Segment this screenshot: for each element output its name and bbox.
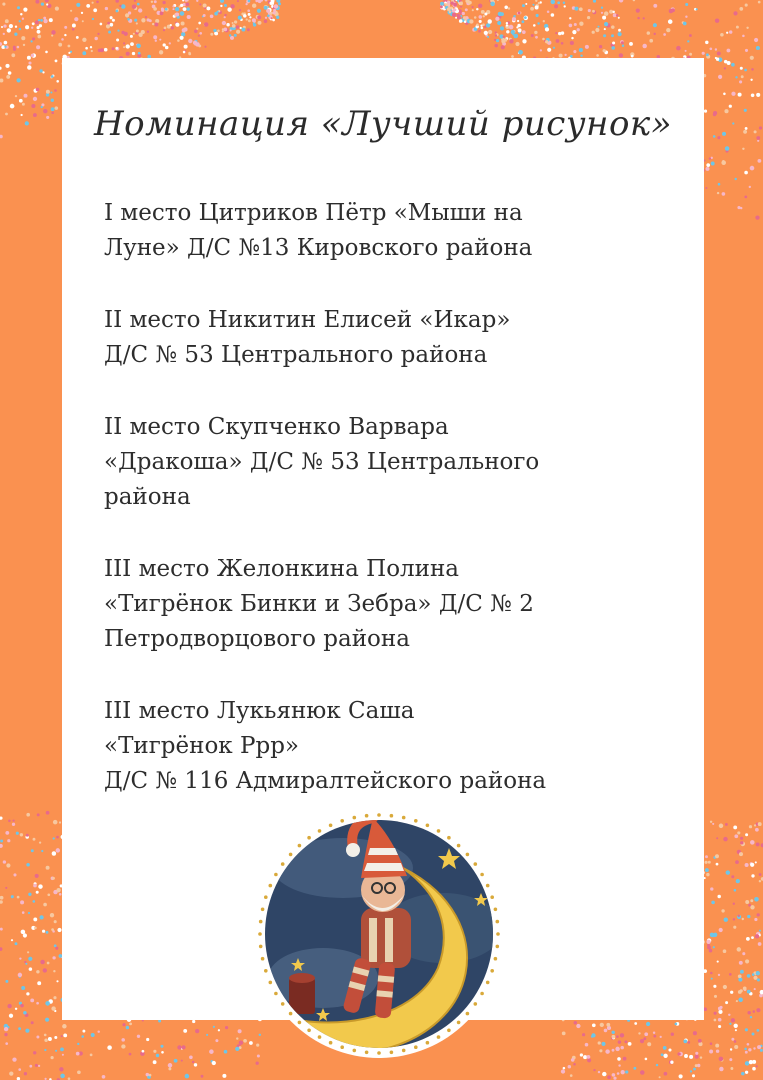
winner-entry-line: «Дракоша» Д/С № 53 Центрального — [104, 449, 540, 475]
winner-entry-line: Д/С № 116 Адмиралтейского района — [104, 768, 547, 794]
page-title: Номинация «Лучший рисунок» — [93, 104, 673, 144]
winner-entry-line: II место Никитин Елисей «Икар» — [104, 307, 511, 333]
winner-entry-line: «Тигрёнок Бинки и Зебра» Д/С № 2 — [104, 591, 534, 617]
winner-entry — [104, 303, 664, 373]
winner-entry — [104, 410, 664, 515]
winner-entry-line: «Тигрёнок Ррр» — [104, 733, 299, 759]
winner-entry-line: Д/С № 53 Центрального района — [104, 342, 488, 368]
winner-entry — [104, 552, 664, 657]
winner-entry-line: II место Скупченко Варвара — [104, 414, 449, 440]
winner-entry-line: района — [104, 484, 191, 510]
paint-bucket — [289, 978, 315, 1014]
winner-entry-line: I место Цитриков Пётр «Мыши на — [104, 200, 523, 226]
winner-entry-line: III место Желонкина Полина — [104, 556, 460, 582]
gnome-moon-illustration — [253, 808, 505, 1060]
winner-entry-line: Петродворцового района — [104, 626, 410, 652]
winner-entry-line: Луне» Д/С №13 Кировского района — [104, 235, 533, 261]
winner-entry — [104, 196, 664, 266]
winner-entry — [104, 694, 664, 799]
winner-entry-line: III место Лукьянюк Саша — [104, 698, 415, 724]
winners-list — [104, 196, 664, 836]
